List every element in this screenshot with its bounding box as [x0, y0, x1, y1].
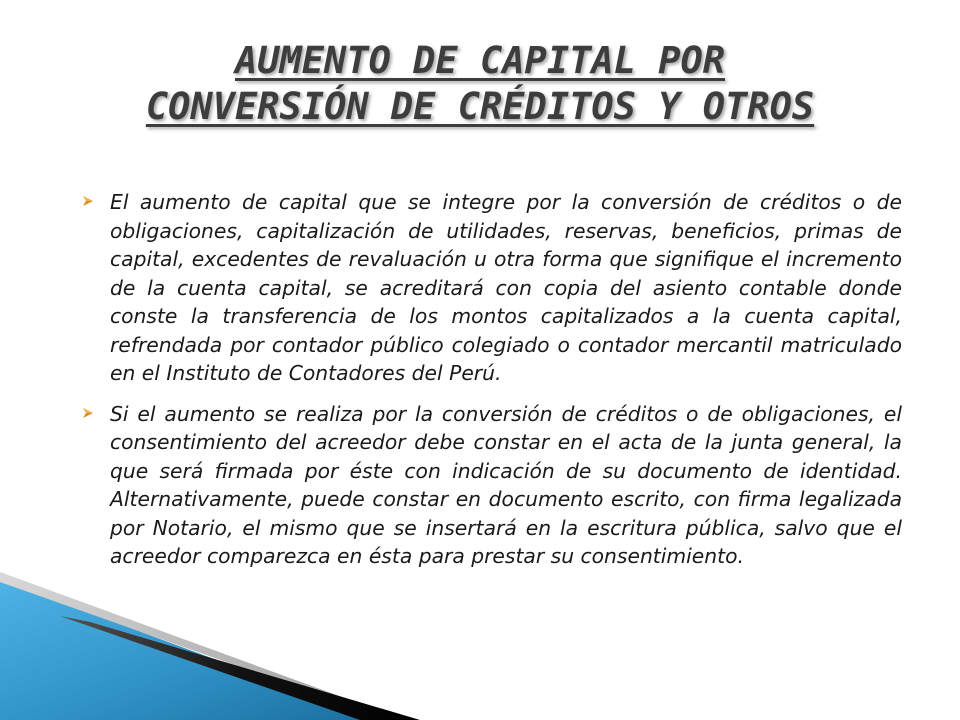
slide-title-line-2: CONVERSIÓN DE CRÉDITOS Y OTROS	[145, 85, 815, 128]
slide-title-line-1: AUMENTO DE CAPITAL POR	[234, 39, 726, 82]
bullet-text: Si el aumento se realiza por la conversión de créditos o de obligaciones, el consentimiento del acreedor debe constar en el acta de la junta general, la que será firmada por éste con indicación de su documento de identidad. Alternativamente, puede constar en documento escrito, con firma legalizada por Notario, el mismo que se insertará en la escritura pública, salvo que el acreedor comparezca en ésta para prestar su consentimiento.	[110, 401, 902, 568]
bullet-list	[82, 188, 902, 583]
slide-title	[60, 38, 900, 130]
corner-decoration	[0, 560, 420, 720]
bullet-item	[82, 400, 902, 571]
arrowhead-bullet-icon	[82, 195, 94, 207]
arrowhead-bullet-icon	[82, 407, 94, 419]
bullet-text: El aumento de capital que se integre por la conversión de créditos o de obligaciones, capitalización de utilidades, reservas, beneficios, primas de capital, excedentes de revaluación u otra forma que signifique el incremento de la cuenta capital, se acreditará con copia del asiento contable donde conste la transferencia de los montos capitalizados a la cuenta capital, refrendada por contador público colegiado o contador mercantil matriculado en el Instituto de Contadores del Perú.	[110, 190, 902, 385]
bullet-item	[82, 188, 902, 388]
